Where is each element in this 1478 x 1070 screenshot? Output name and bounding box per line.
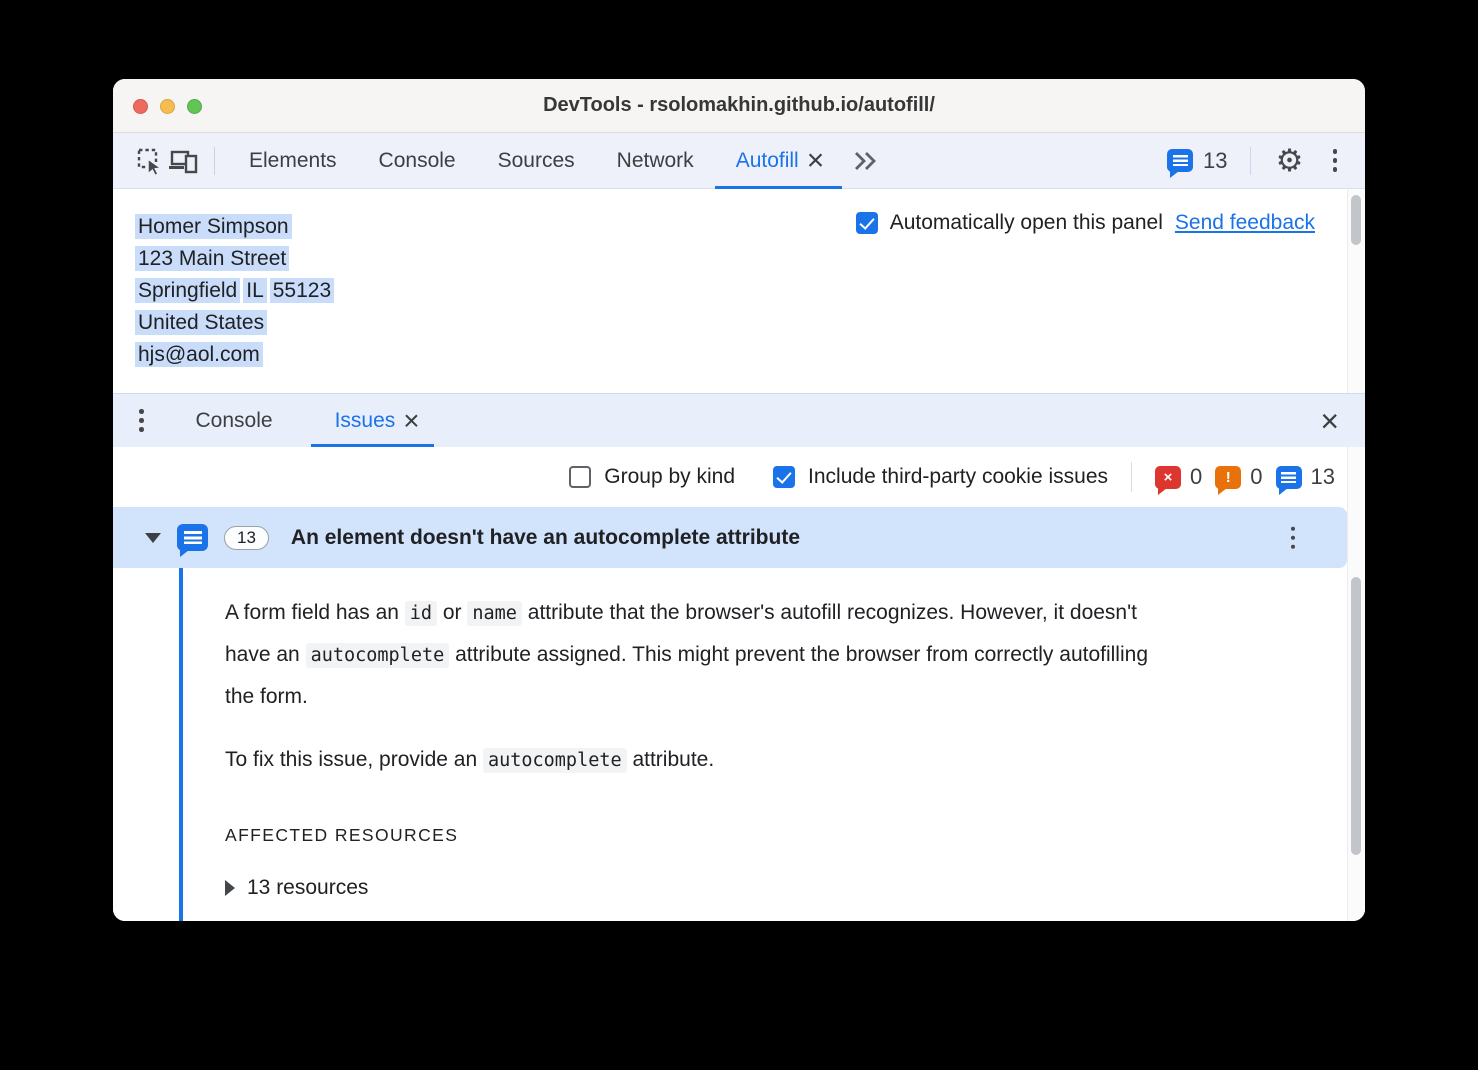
info-counter[interactable] bbox=[1276, 464, 1335, 490]
issue-body bbox=[113, 568, 1365, 900]
auto-open-label: Automatically open this panel bbox=[889, 211, 1163, 234]
traffic-lights bbox=[133, 79, 202, 133]
devtools-tabbar bbox=[113, 133, 1365, 189]
window-title: DevTools - rsolomakhin.github.io/autofill/ bbox=[543, 94, 935, 116]
issue-title: An element doesn't have an autocomplete attribute bbox=[290, 525, 801, 549]
resources-expander[interactable] bbox=[225, 876, 1325, 900]
issue-header-row[interactable] bbox=[113, 507, 1347, 568]
issues-bubble-icon bbox=[1167, 149, 1193, 172]
warning-bubble-icon: ! bbox=[1215, 466, 1241, 489]
issues-counter-button[interactable] bbox=[1167, 148, 1227, 174]
address-line: Homer Simpson bbox=[135, 211, 334, 243]
warning-counter[interactable] bbox=[1215, 464, 1262, 490]
affected-resources-heading: AFFECTED RESOURCES bbox=[225, 825, 459, 845]
address-line: Springfield IL 55123 bbox=[135, 275, 334, 307]
zoom-window-button[interactable] bbox=[187, 99, 202, 114]
issues-toolbar bbox=[113, 447, 1365, 507]
close-window-button[interactable] bbox=[133, 99, 148, 114]
drawer-menu-dots-icon[interactable] bbox=[133, 403, 150, 438]
device-toolbar-icon[interactable] bbox=[167, 144, 201, 178]
include-third-party-checkbox[interactable] bbox=[773, 466, 795, 488]
auto-open-checkbox[interactable] bbox=[856, 212, 878, 234]
drawer-tab-close-icon[interactable]: × bbox=[403, 404, 420, 436]
devtools-window bbox=[113, 79, 1365, 921]
code-name: name bbox=[467, 601, 522, 626]
autofill-scrollbar-thumb[interactable] bbox=[1351, 195, 1361, 245]
minimize-window-button[interactable] bbox=[160, 99, 175, 114]
info-count: 13 bbox=[1310, 464, 1335, 489]
main-menu-dots-icon[interactable] bbox=[1327, 143, 1344, 178]
tab-sources[interactable]: Sources bbox=[497, 148, 575, 172]
warning-count: 0 bbox=[1250, 464, 1263, 489]
include-third-party-label: Include third-party cookie issues bbox=[808, 465, 1109, 488]
more-tabs-icon[interactable] bbox=[848, 144, 882, 178]
tab-close-icon[interactable]: × bbox=[806, 143, 825, 177]
issues-panel bbox=[113, 447, 1365, 921]
issues-count: 13 bbox=[1203, 147, 1228, 173]
error-counter[interactable] bbox=[1155, 464, 1202, 490]
toolbar-divider bbox=[1131, 462, 1132, 492]
tab-autofill[interactable] bbox=[715, 133, 843, 189]
resources-label: 13 resources bbox=[247, 876, 369, 899]
issue-menu-dots-icon[interactable] bbox=[1285, 520, 1302, 555]
error-bubble-icon: × bbox=[1155, 466, 1181, 489]
tab-console[interactable]: Console bbox=[378, 148, 456, 172]
drawer-tabbar bbox=[113, 393, 1365, 447]
issue-count-badge: 13 bbox=[224, 526, 269, 550]
code-autocomplete: autocomplete bbox=[306, 643, 450, 668]
error-count: 0 bbox=[1190, 464, 1203, 489]
tab-network[interactable]: Network bbox=[616, 148, 694, 172]
address-line: United States bbox=[135, 307, 334, 339]
collapse-triangle-icon[interactable] bbox=[145, 533, 161, 543]
toolbar-divider bbox=[214, 147, 215, 175]
toolbar-divider bbox=[1250, 147, 1251, 175]
issue-fix-hint: To fix this issue, provide an autocomplete attribute. bbox=[225, 748, 715, 771]
drawer-tab-console[interactable]: Console bbox=[195, 408, 273, 432]
issues-scrollbar-thumb[interactable] bbox=[1351, 577, 1361, 855]
send-feedback-link[interactable]: Send feedback bbox=[1174, 211, 1315, 234]
tab-elements[interactable]: Elements bbox=[249, 148, 337, 172]
settings-gear-icon[interactable]: ⚙ bbox=[1275, 143, 1304, 178]
code-id: id bbox=[405, 601, 437, 626]
issues-scrollbar-track[interactable] bbox=[1347, 447, 1365, 921]
expand-triangle-icon bbox=[225, 880, 235, 896]
autofill-panel bbox=[113, 189, 1365, 393]
issue-expanded-rail bbox=[179, 568, 183, 921]
info-bubble-icon bbox=[1276, 466, 1302, 489]
drawer-tab-issues-label: Issues bbox=[334, 408, 396, 432]
inspect-element-icon[interactable] bbox=[133, 144, 167, 178]
drawer-tab-issues[interactable] bbox=[311, 394, 434, 448]
address-line: 123 Main Street bbox=[135, 243, 334, 275]
group-by-kind-label: Group by kind bbox=[604, 465, 736, 488]
address-line: hjs@aol.com bbox=[135, 339, 334, 371]
issue-description: A form field has an id or name attribute that the browser's autofill recognizes. However, it doesn't have an autocomplete attribute assigned. This might prevent the browser from correctly autofilling the form. bbox=[225, 601, 1148, 708]
drawer-close-icon[interactable]: × bbox=[1320, 402, 1339, 439]
issue-bubble-icon bbox=[177, 524, 208, 551]
autofill-address-preview[interactable] bbox=[135, 211, 334, 371]
tab-autofill-label: Autofill bbox=[735, 148, 799, 172]
code-autocomplete: autocomplete bbox=[483, 748, 627, 773]
window-titlebar bbox=[113, 79, 1365, 133]
autofill-scrollbar-track[interactable] bbox=[1347, 189, 1365, 393]
group-by-kind-checkbox[interactable] bbox=[569, 466, 591, 488]
